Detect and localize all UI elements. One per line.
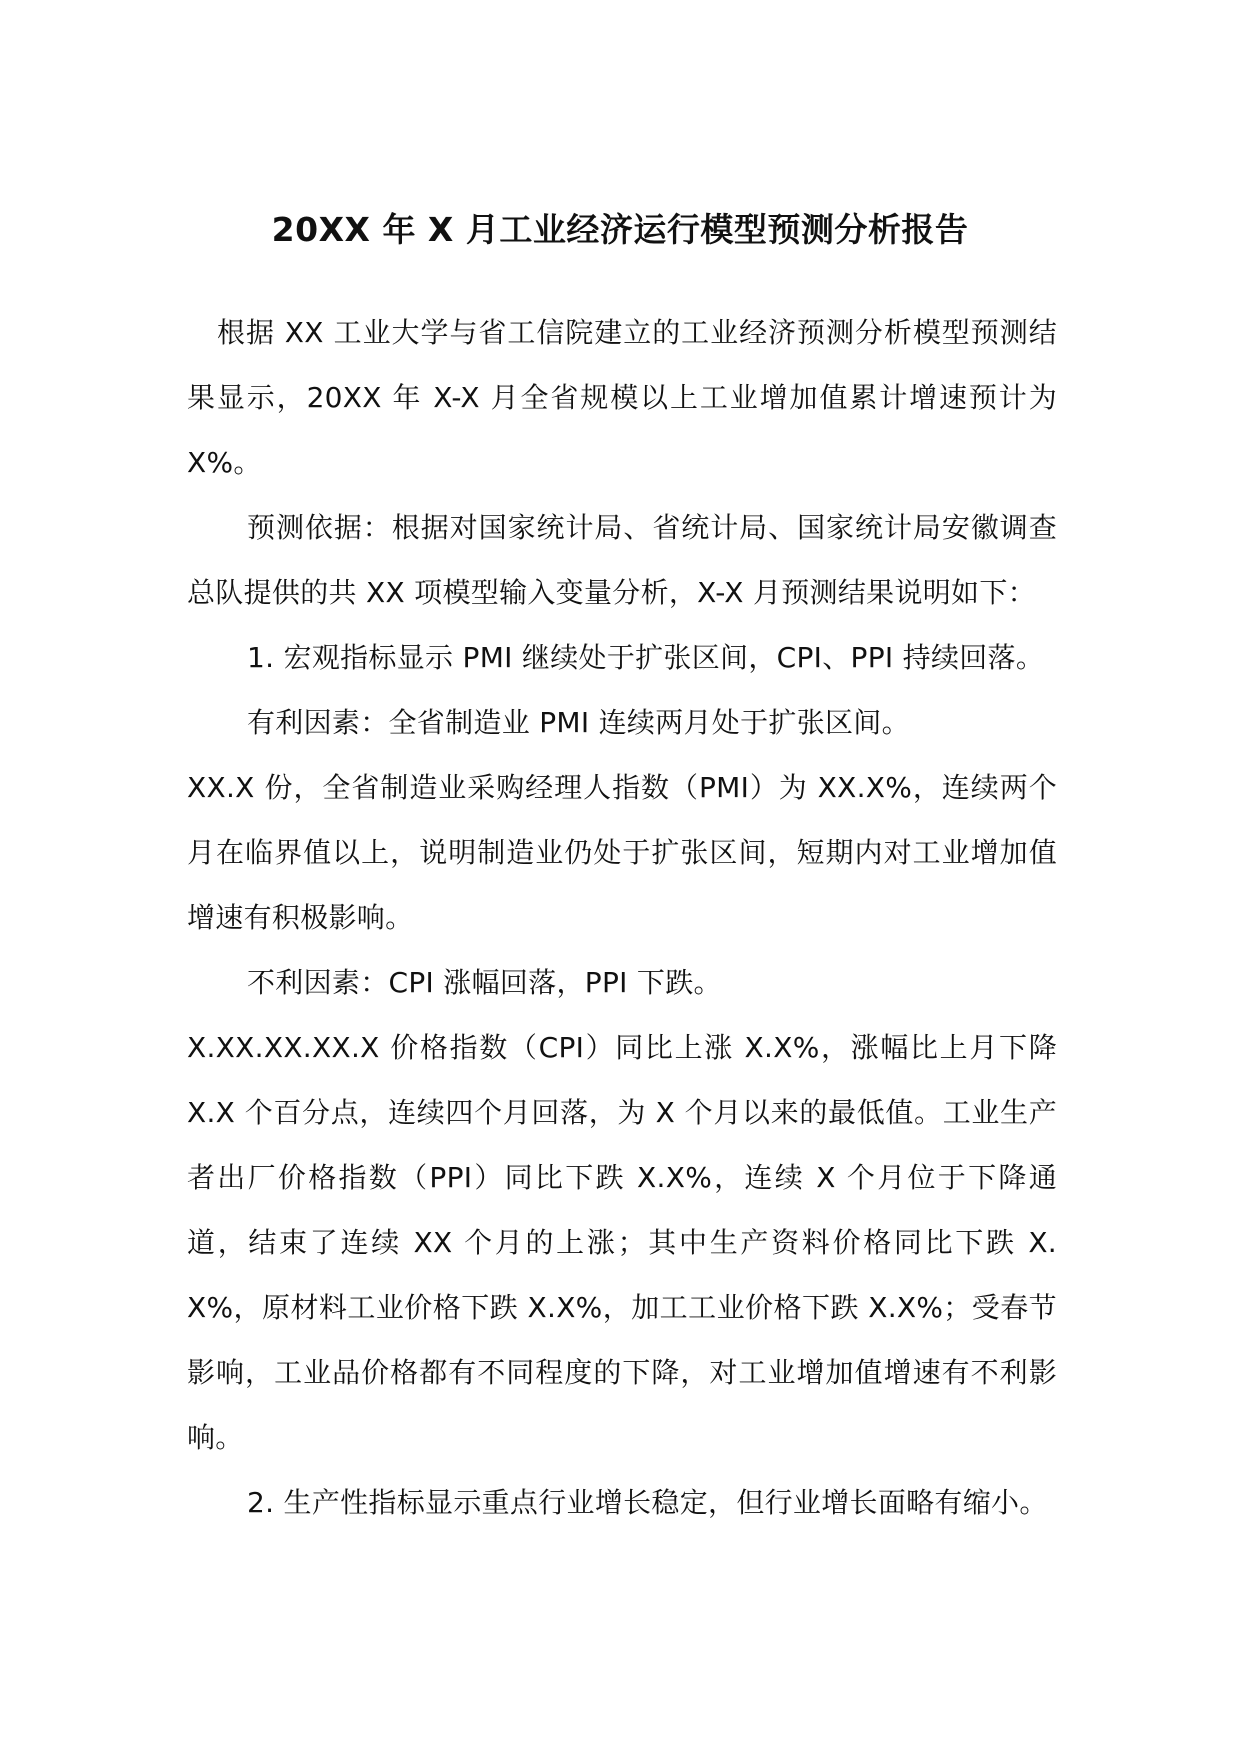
document-title: 20XX 年 X 月工业经济运行模型预测分析报告 <box>271 210 969 249</box>
paragraph-forecast-basis: 预测依据：根据对国家统计局、省统计局、国家统计局安徽调查总队提供的共 XX 项模型输入变量分析，X-X 月预测结果说明如下： <box>187 511 1057 609</box>
paragraph-pmi-detail: XX.X 份，全省制造业采购经理人指数（PMI）为 XX.X%，连续两个月在临界值以上，说明制造业仍处于扩张区间，短期内对工业增加值增速有积极影响。 <box>187 771 1057 934</box>
paragraph-production-indicators-heading: 2. 生产性指标显示重点行业增长稳定，但行业增长面略有缩小。 <box>247 1486 1048 1519</box>
paragraph-forecast-result: 根据 XX 工业大学与省工信院建立的工业经济预测分析模型预测结果显示，20XX 年 X-X 月全省规模以上工业增加值累计增速预计为 X%。 <box>187 316 1057 479</box>
paragraph-cpi-ppi-detail: X.XX.XX.XX.X 价格指数（CPI）同比上涨 X.X%，涨幅比上月下降 X.X 个百分点，连续四个月回落，为 X 个月以来的最低值。工业生产者出厂价格指数（PPI）同比下跌 X.X%，连续 X 个月位于下降通道，结束了连续 XX 个月的上涨；其中生产资料价格同比下跌 X.X%，原材料工业价格下跌 X.X%，加工工业价格下跌 X.X%；受春节影响，工业品价格都有不同程度的下降，对工业增加值增速有不利影响。 <box>187 1031 1057 1454</box>
paragraph-unfavorable-factors: 不利因素：CPI 涨幅回落，PPI 下跌。 <box>247 966 722 999</box>
document-body <box>187 300 1057 1535</box>
paragraph-macro-indicators-heading: 1. 宏观指标显示 PMI 继续处于扩张区间，CPI、PPI 持续回落。 <box>247 641 1045 674</box>
paragraph-favorable-factors: 有利因素：全省制造业 PMI 连续两月处于扩张区间。 <box>247 706 910 739</box>
